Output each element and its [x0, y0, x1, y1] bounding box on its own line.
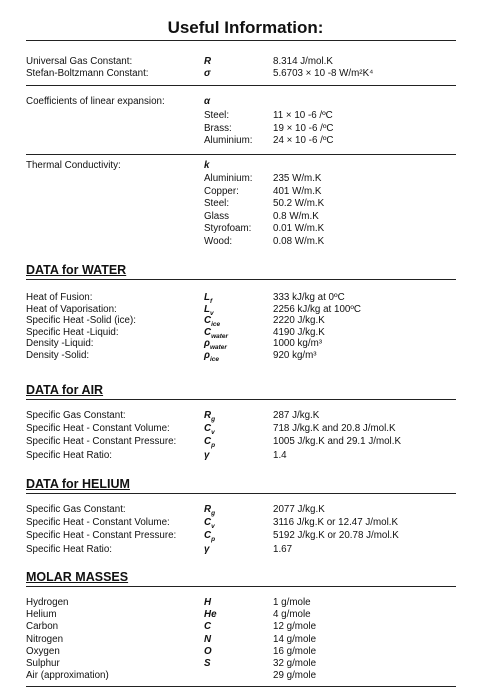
constant-value: 8.314 J/mol.K	[273, 56, 333, 67]
constant-symbol: R	[204, 56, 212, 67]
property-name: Heat of Vaporisation:	[26, 303, 117, 315]
property-symbol: $C_p$	[204, 530, 216, 544]
property-value: 333 kJ/kg at 0ºC	[273, 292, 345, 303]
conductivity-value: 0.8 W/m.K	[273, 210, 319, 222]
constant-name: Stefan-Boltzmann Constant:	[26, 68, 149, 79]
material-label: Steel:	[204, 198, 230, 210]
property-value: 718 J/kg.K and 20.8 J/mol.K	[273, 423, 396, 435]
property-value: 1000 kg/m³	[273, 338, 323, 350]
material-label: Styrofoam:	[204, 223, 252, 235]
element-name: Oxygen	[26, 645, 60, 657]
property-value: 2256 kJ/kg at 100ºC	[273, 303, 361, 315]
property-symbol: $C_{ice}$	[204, 315, 221, 329]
divider	[26, 493, 456, 494]
element-name: Nitrogen	[26, 633, 64, 645]
property-value: 4190 J/kg.K	[273, 326, 325, 338]
property-symbol: $C_v$	[204, 423, 215, 437]
element-symbol: H	[204, 597, 212, 608]
material-label: Glass	[204, 210, 230, 222]
divider	[26, 399, 456, 400]
divider	[26, 154, 456, 155]
property-symbol: γ	[204, 543, 210, 555]
constant-name: Universal Gas Constant:	[26, 56, 133, 67]
divider	[26, 586, 456, 587]
molar-mass-value: 16 g/mole	[273, 645, 317, 657]
property-name: Specific Heat -Liquid:	[26, 326, 119, 338]
property-name: Specific Heat - Constant Volume:	[26, 423, 170, 435]
expansion-value: 11 × 10 -6 /ºC	[273, 110, 333, 121]
property-value: 1.4	[273, 449, 287, 461]
expansion-symbol: α	[204, 96, 211, 107]
element-name: Hydrogen	[26, 597, 69, 608]
element-name: Carbon	[26, 621, 59, 633]
water-heading: DATA for WATER	[26, 263, 127, 277]
molar-mass-value: 32 g/mole	[273, 658, 317, 669]
property-symbol: γ	[204, 449, 210, 461]
property-value: 1.67	[273, 543, 293, 555]
property-name: Specific Heat Ratio:	[26, 449, 113, 461]
property-symbol: $R_g$	[204, 410, 216, 423]
property-value: 3116 J/kg.K or 12.47 J/mol.K	[273, 517, 399, 529]
property-value: 2077 J/kg.K	[273, 504, 325, 515]
conductivity-heading: Thermal Conductivity:	[26, 160, 121, 171]
property-value: 1005 J/kg.K and 29.1 J/mol.K	[273, 436, 401, 448]
property-symbol: $\rho_{water}$	[204, 338, 227, 352]
material-label: Copper:	[204, 185, 239, 197]
material-label: Brass:	[204, 122, 232, 134]
property-symbol: $C_v$	[204, 517, 215, 531]
property-name: Specific Heat - Constant Pressure:	[26, 436, 177, 448]
molar-mass-value: 14 g/mole	[273, 633, 317, 645]
property-name: Specific Gas Constant:	[26, 410, 126, 421]
molar-mass-value: 1 g/mole	[273, 597, 311, 608]
property-name: Specific Gas Constant:	[26, 504, 126, 515]
divider	[26, 279, 456, 280]
molar-mass-value: 4 g/mole	[273, 609, 311, 621]
element-symbol: He	[204, 609, 217, 621]
divider	[26, 85, 456, 86]
divider	[26, 40, 456, 41]
conductivity-value: 0.01 W/m.K	[273, 223, 325, 235]
property-symbol: $L_v$	[204, 303, 214, 317]
property-name: Heat of Fusion:	[26, 292, 93, 303]
material-label: Wood:	[204, 236, 233, 247]
constant-symbol: σ	[204, 68, 211, 79]
property-symbol: $R_g$	[204, 504, 216, 517]
element-symbol: C	[204, 621, 212, 633]
property-symbol: $\rho_{ice}$	[204, 350, 219, 363]
property-name: Density -Liquid:	[26, 338, 94, 350]
property-name: Density -Solid:	[26, 350, 90, 361]
helium-heading: DATA for HELIUM	[26, 477, 130, 491]
property-symbol: $L_f$	[204, 292, 213, 305]
conductivity-value: 0.08 W/m.K	[273, 236, 325, 247]
expansion-value: 24 × 10 -6 /ºC	[273, 135, 334, 146]
constant-value: 5.6703 × 10 -8 W/m²K⁴	[273, 68, 374, 79]
expansion-value: 19 × 10 -6 /ºC	[273, 122, 334, 134]
divider	[26, 686, 456, 687]
element-symbol: N	[204, 633, 212, 645]
conductivity-value: 50.2 W/m.K	[273, 198, 325, 210]
property-value: 2220 J/kg.K	[273, 315, 325, 327]
element-name: Sulphur	[26, 658, 60, 669]
element-symbol: S	[204, 658, 211, 669]
molar-mass-value: 12 g/mole	[273, 621, 317, 633]
conductivity-value: 401 W/m.K	[273, 185, 322, 197]
material-label: Aluminium:	[204, 135, 253, 146]
property-name: Specific Heat -Solid (ice):	[26, 315, 136, 327]
property-name: Specific Heat Ratio:	[26, 543, 113, 555]
element-name: Air (approximation)	[26, 670, 109, 682]
expansion-heading: Coefficients of linear expansion:	[26, 96, 165, 107]
air-heading: DATA for AIR	[26, 383, 104, 397]
element-symbol: O	[204, 645, 212, 657]
property-value: 5192 J/kg.K or 20.78 J/mol.K	[273, 530, 399, 542]
property-name: Specific Heat - Constant Pressure:	[26, 530, 177, 542]
molar-heading: MOLAR MASSES	[26, 570, 129, 584]
property-value: 920 kg/m³	[273, 350, 317, 361]
material-label: Steel:	[204, 110, 230, 121]
property-value: 287 J/kg.K	[273, 410, 320, 421]
material-label: Aluminium:	[204, 173, 253, 184]
molar-mass-value: 29 g/mole	[273, 670, 317, 682]
property-name: Specific Heat - Constant Volume:	[26, 517, 170, 529]
conductivity-symbol: k	[204, 160, 210, 171]
property-symbol: $C_{water}$	[204, 326, 229, 340]
conductivity-value: 235 W/m.K	[273, 173, 322, 184]
element-name: Helium	[26, 609, 57, 621]
property-symbol: $C_p$	[204, 436, 216, 450]
page-title: Useful Information:	[167, 18, 324, 37]
